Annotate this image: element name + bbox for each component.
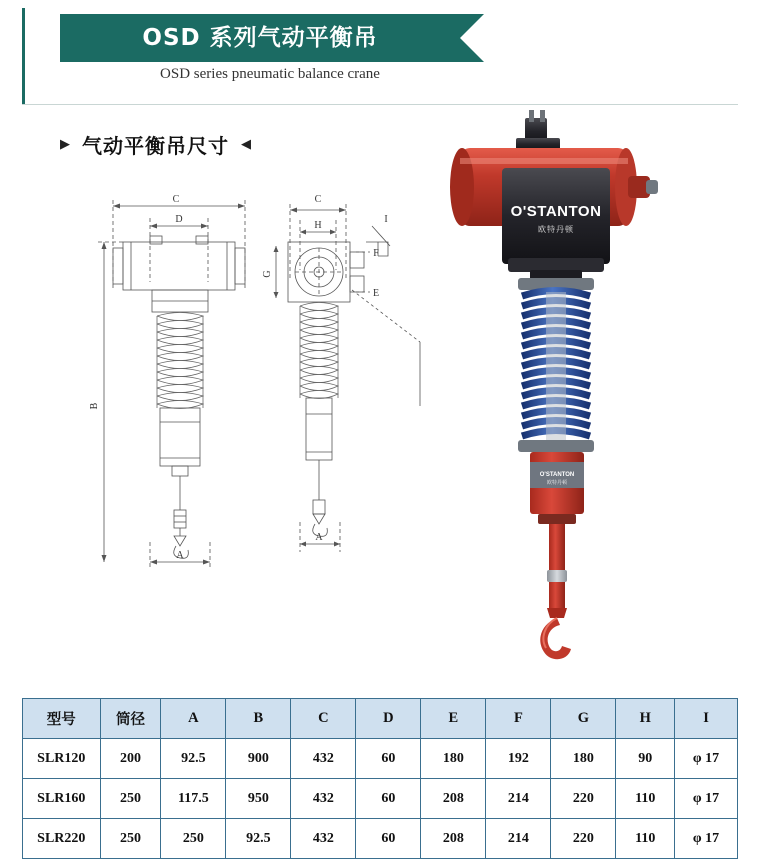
drawings-svg (0, 170, 430, 650)
cell-a: 117.5 (161, 779, 226, 819)
drawing-label-A-front: A (176, 550, 184, 561)
drawing-label-E-side: E (372, 288, 380, 299)
column-header-b: B (226, 699, 291, 739)
column-header-i: I (675, 699, 738, 739)
cell-f: 192 (486, 739, 551, 779)
column-header-bore: 筒径 (100, 699, 161, 739)
table-row (23, 819, 738, 859)
cell-model: SLR220 (23, 819, 101, 859)
cell-h: 110 (616, 819, 675, 859)
cell-bore: 200 (100, 739, 161, 779)
header-divider (22, 104, 738, 105)
photo-top-hanger (516, 110, 560, 150)
cell-c: 432 (291, 739, 356, 779)
cell-d: 60 (356, 739, 421, 779)
cell-f: 214 (486, 819, 551, 859)
product-photo (430, 110, 760, 670)
page-title: OSD 系列气动平衡吊 (142, 25, 378, 51)
column-header-e: E (421, 699, 486, 739)
column-header-d: D (356, 699, 421, 739)
drawing-label-A-side: A (315, 532, 323, 543)
column-header-h: H (616, 699, 675, 739)
cell-i: φ 17 (675, 779, 738, 819)
photo-hook-assembly (540, 524, 571, 659)
header-left-accent-bar (22, 8, 25, 104)
cell-g: 220 (551, 819, 616, 859)
drawing-label-B-front: B (89, 402, 100, 410)
cell-c: 432 (291, 819, 356, 859)
cell-d: 60 (356, 819, 421, 859)
photo-brand-sub-label: 欧特丹顿 (538, 225, 574, 234)
column-header-g: G (551, 699, 616, 739)
cell-e: 208 (421, 779, 486, 819)
photo-main-housing (502, 168, 610, 280)
spec-table (22, 698, 738, 859)
photo-lower-brand-label: O'STANTON (539, 472, 575, 478)
cell-i: φ 17 (675, 819, 738, 859)
column-header-f: F (486, 699, 551, 739)
cell-a: 250 (161, 819, 226, 859)
cell-g: 180 (551, 739, 616, 779)
drawing-label-C-side: C (314, 194, 322, 205)
cell-f: 214 (486, 779, 551, 819)
cell-h: 90 (616, 739, 675, 779)
cell-g: 220 (551, 779, 616, 819)
cell-a: 92.5 (161, 739, 226, 779)
cell-e: 180 (421, 739, 486, 779)
drawing-label-D-front: D (175, 214, 183, 225)
table-row (23, 739, 738, 779)
drawing-label-C-front: C (172, 194, 180, 205)
table-row (23, 779, 738, 819)
section-heading (60, 128, 251, 160)
drawing-label-H-side: H (314, 220, 322, 231)
table-header-row (23, 699, 738, 739)
drawing-label-I-side: I (384, 214, 388, 225)
photo-spring (518, 278, 594, 452)
page-header (0, 0, 760, 110)
product-photo-svg (430, 110, 760, 670)
cell-c: 432 (291, 779, 356, 819)
photo-lower-brand-sub-label: 欧特丹顿 (546, 480, 568, 486)
drawing-label-F-side: F (373, 248, 379, 259)
cell-e: 208 (421, 819, 486, 859)
spec-table-wrap (22, 698, 738, 859)
column-header-c: C (291, 699, 356, 739)
page-subtitle: OSD series pneumatic balance crane (160, 66, 380, 82)
cell-model: SLR160 (23, 779, 101, 819)
arrow-right-icon: ▶ (60, 136, 70, 151)
cell-b: 950 (226, 779, 291, 819)
cell-model: SLR120 (23, 739, 101, 779)
cell-d: 60 (356, 779, 421, 819)
cell-b: 92.5 (226, 819, 291, 859)
arrow-left-icon: ◀ (241, 136, 251, 151)
section-heading-label: 气动平衡吊尺寸 (82, 133, 229, 158)
cell-i: φ 17 (675, 739, 738, 779)
column-header-model: 型号 (23, 699, 101, 739)
photo-lower-unit (530, 452, 584, 524)
cell-bore: 250 (100, 819, 161, 859)
cell-h: 110 (616, 779, 675, 819)
cell-bore: 250 (100, 779, 161, 819)
drawing-label-G-side: G (262, 270, 273, 278)
column-header-a: A (161, 699, 226, 739)
technical-drawings (0, 170, 430, 650)
cell-b: 900 (226, 739, 291, 779)
photo-brand-label: O'STANTON (510, 203, 602, 220)
